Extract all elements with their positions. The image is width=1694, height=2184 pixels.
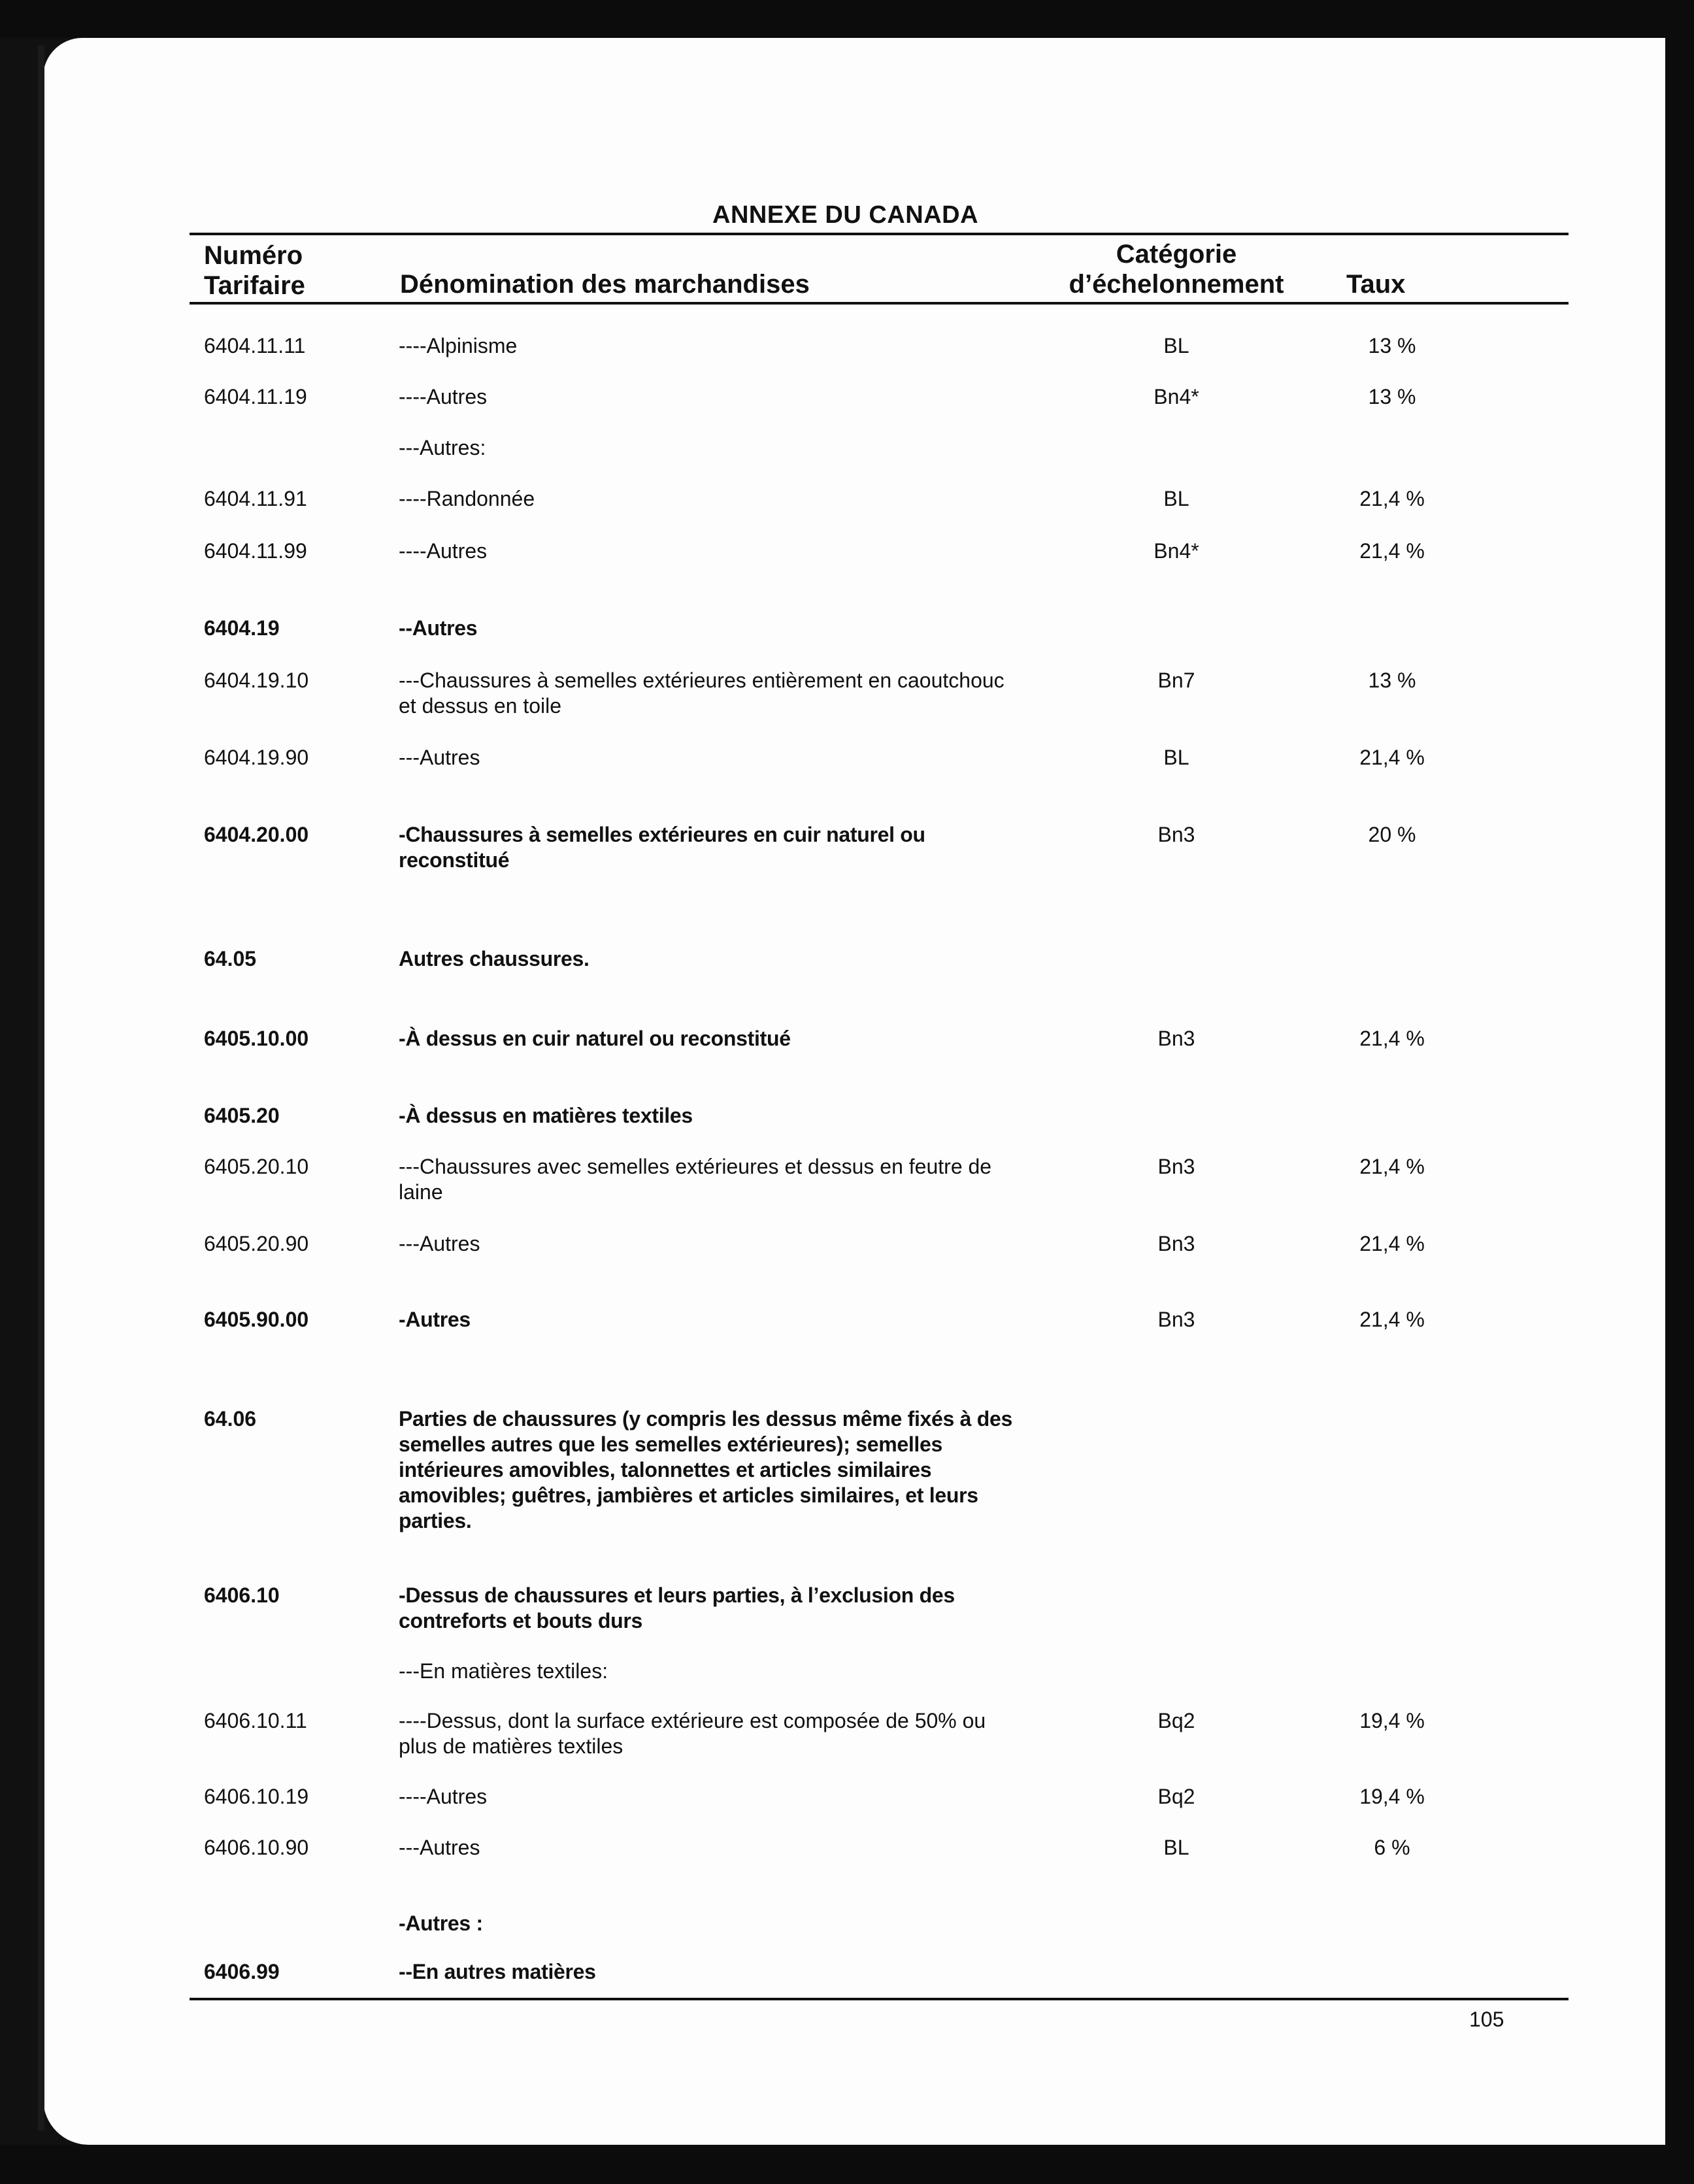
- scan-border-bottom: [0, 2145, 1694, 2184]
- goods-description: Parties de chaussures (y compris les dessus même fixés à des semelles autres que les semelles extérieures); semelles intérieures amovibles, talonnettes et articles similaires amovibles; guêtres, jambières et articles similaires, et leurs parties.: [399, 1407, 1012, 1532]
- goods-description: Autres chaussures.: [399, 947, 590, 970]
- tariff-code: 6404.11.19: [204, 385, 307, 408]
- header-categorie-line2: d’échelonnement: [1069, 270, 1284, 299]
- top-rule: [190, 233, 1569, 235]
- tariff-code: 6406.99: [204, 1960, 280, 1983]
- rate: 21,4 %: [1359, 539, 1425, 563]
- tariff-code: 6404.19: [204, 616, 280, 640]
- tariff-code: 6405.10.00: [204, 1027, 309, 1050]
- goods-description: ----Alpinisme: [399, 334, 518, 357]
- rate: 13 %: [1368, 385, 1416, 408]
- header-categorie: [1059, 239, 1294, 299]
- staging-category: BL: [1163, 746, 1189, 769]
- header-numero-tarifaire: [204, 240, 305, 301]
- goods-description: -À dessus en matières textiles: [399, 1104, 693, 1127]
- goods-description: ---Autres: [399, 1836, 480, 1859]
- rate: 13 %: [1368, 669, 1416, 692]
- rate: 21,4 %: [1359, 487, 1425, 510]
- staging-category: BL: [1163, 1836, 1189, 1859]
- rate: 21,4 %: [1359, 1155, 1425, 1178]
- goods-description: ----Dessus, dont la surface extérieure est composée de 50% ou plus de matières textiles: [399, 1709, 986, 1758]
- rate: 19,4 %: [1359, 1709, 1425, 1732]
- page-number: 105: [1469, 2008, 1504, 2031]
- goods-description: ---En matières textiles:: [399, 1659, 608, 1683]
- staging-category: BL: [1163, 334, 1189, 357]
- rate: 6 %: [1374, 1836, 1410, 1859]
- staging-category: Bn3: [1157, 1155, 1195, 1178]
- rate: 13 %: [1368, 334, 1416, 357]
- header-categorie-line1: Catégorie: [1116, 240, 1237, 269]
- rate: 21,4 %: [1359, 1308, 1425, 1331]
- goods-description: ---Chaussures à semelles extérieures entièrement en caoutchouc et dessus en toile: [399, 669, 1005, 718]
- tariff-code: 6404.19.10: [204, 669, 309, 692]
- page-title: ANNEXE DU CANADA: [712, 201, 979, 229]
- tariff-code: 6404.20.00: [204, 823, 309, 846]
- tariff-code: 6405.20.10: [204, 1155, 309, 1178]
- header-taux: Taux: [1346, 270, 1406, 299]
- tariff-code: 6404.11.91: [204, 487, 307, 510]
- bottom-rule: [190, 1998, 1569, 2000]
- tariff-code: 64.05: [204, 947, 257, 970]
- goods-description: ---Autres: [399, 746, 480, 769]
- rate: 21,4 %: [1359, 1232, 1425, 1255]
- tariff-code: 64.06: [204, 1407, 257, 1431]
- tariff-code: 6405.20: [204, 1104, 280, 1127]
- goods-description: ----Autres: [399, 539, 488, 563]
- staging-category: Bn3: [1157, 1308, 1195, 1331]
- header-numero-line2: Tarifaire: [204, 271, 305, 300]
- rate: 21,4 %: [1359, 1027, 1425, 1050]
- header-rule: [190, 302, 1569, 305]
- staging-category: Bn4*: [1154, 539, 1199, 563]
- staging-category: Bn3: [1157, 1232, 1195, 1255]
- tariff-code: 6406.10: [204, 1583, 280, 1607]
- tariff-code: 6406.10.11: [204, 1709, 307, 1732]
- rate: 20 %: [1368, 823, 1416, 846]
- goods-description: -Chaussures à semelles extérieures en cuir naturel ou reconstitué: [399, 823, 925, 872]
- goods-description: ----Autres: [399, 385, 488, 408]
- tariff-code: 6405.90.00: [204, 1308, 309, 1331]
- staging-category: Bn4*: [1154, 385, 1199, 408]
- tariff-code: 6404.19.90: [204, 746, 309, 769]
- goods-description: -Autres :: [399, 1911, 483, 1935]
- staging-category: Bn7: [1157, 669, 1195, 692]
- goods-description: --En autres matières: [399, 1960, 596, 1983]
- goods-description: -Dessus de chaussures et leurs parties, à l’exclusion des contreforts et bouts durs: [399, 1583, 955, 1632]
- rate: 19,4 %: [1359, 1785, 1425, 1808]
- staging-category: Bq2: [1157, 1785, 1195, 1808]
- tariff-code: 6406.10.90: [204, 1836, 309, 1859]
- header-numero-line1: Numéro: [204, 241, 303, 270]
- goods-description: ---Autres: [399, 1232, 480, 1255]
- staging-category: Bn3: [1157, 1027, 1195, 1050]
- goods-description: ----Randonnée: [399, 487, 535, 510]
- goods-description: -Autres: [399, 1308, 471, 1331]
- goods-description: ----Autres: [399, 1785, 488, 1808]
- staging-category: BL: [1163, 487, 1189, 510]
- staging-category: Bn3: [1157, 823, 1195, 846]
- rate: 21,4 %: [1359, 746, 1425, 769]
- goods-description: ---Autres:: [399, 436, 486, 459]
- page-binding-edge: [38, 46, 44, 2130]
- scan-border-top: [0, 0, 1694, 38]
- staging-category: Bq2: [1157, 1709, 1195, 1732]
- goods-description: -À dessus en cuir naturel ou reconstitué: [399, 1027, 791, 1050]
- goods-description: --Autres: [399, 616, 478, 640]
- tariff-code: 6404.11.11: [204, 334, 306, 357]
- tariff-code: 6405.20.90: [204, 1232, 309, 1255]
- tariff-code: 6406.10.19: [204, 1785, 309, 1808]
- header-denomination: Dénomination des marchandises: [400, 270, 810, 299]
- scan-border-right: [1665, 0, 1694, 2184]
- goods-description: ---Chaussures avec semelles extérieures et dessus en feutre de laine: [399, 1155, 992, 1204]
- tariff-code: 6404.11.99: [204, 539, 307, 563]
